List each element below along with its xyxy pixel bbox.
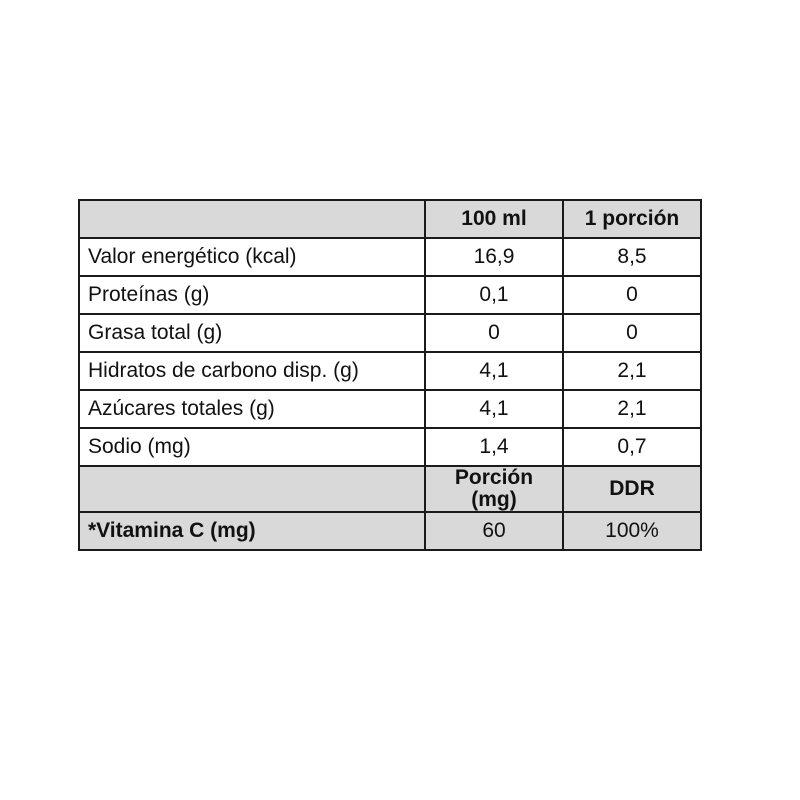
row-value-porcion: 0	[563, 276, 701, 314]
table-row	[79, 238, 701, 276]
table-row	[79, 276, 701, 314]
row-value-porcion: 2,1	[563, 352, 701, 390]
vitamin-value-porcion: 60	[425, 512, 563, 550]
nutrition-table	[78, 199, 702, 551]
subheader-col-porcion-mg	[425, 466, 563, 512]
row-value-100ml: 4,1	[425, 390, 563, 428]
row-value-100ml: 4,1	[425, 352, 563, 390]
table-row	[79, 352, 701, 390]
row-label: Grasa total (g)	[79, 314, 425, 352]
vitamin-value-ddr: 100%	[563, 512, 701, 550]
row-label: Sodio (mg)	[79, 428, 425, 466]
row-value-100ml: 0	[425, 314, 563, 352]
table-row	[79, 390, 701, 428]
row-value-100ml: 16,9	[425, 238, 563, 276]
row-value-100ml: 1,4	[425, 428, 563, 466]
header-col-100ml: 100 ml	[425, 200, 563, 238]
subheader-porcion-line1: Porción	[454, 466, 534, 489]
header-empty-cell	[79, 200, 425, 238]
row-value-porcion: 8,5	[563, 238, 701, 276]
row-label: Proteínas (g)	[79, 276, 425, 314]
row-value-100ml: 0,1	[425, 276, 563, 314]
subheader-col-ddr: DDR	[563, 466, 701, 512]
table-row	[79, 428, 701, 466]
table-subheader-row	[79, 466, 701, 512]
row-value-porcion: 2,1	[563, 390, 701, 428]
subheader-empty-cell	[79, 466, 425, 512]
row-label: Azúcares totales (g)	[79, 390, 425, 428]
row-value-porcion: 0	[563, 314, 701, 352]
vitamin-row	[79, 512, 701, 550]
row-label: Valor energético (kcal)	[79, 238, 425, 276]
table-header-row	[79, 200, 701, 238]
row-value-porcion: 0,7	[563, 428, 701, 466]
subheader-porcion-line2: (mg)	[471, 488, 517, 511]
header-col-porcion: 1 porción	[563, 200, 701, 238]
row-label: Hidratos de carbono disp. (g)	[79, 352, 425, 390]
vitamin-label: *Vitamina C (mg)	[79, 512, 425, 550]
table-row	[79, 314, 701, 352]
